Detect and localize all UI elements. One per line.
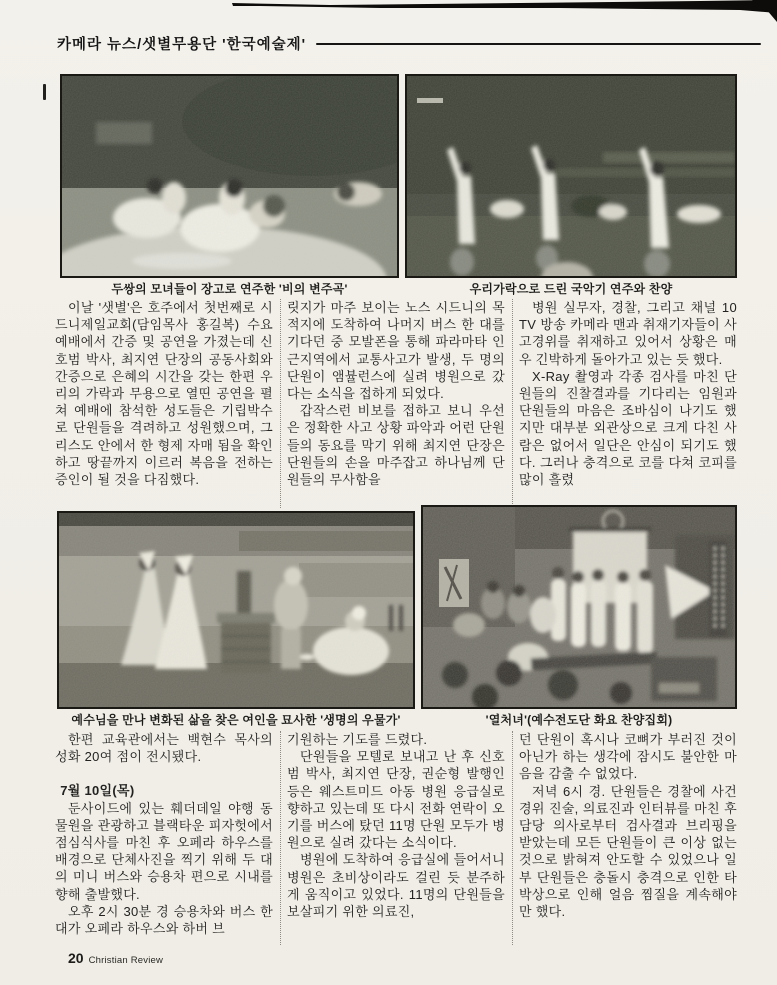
caption-photo-ten-virgins: '열처녀'(예수전도단 화요 찬양집회)	[485, 713, 673, 727]
article-column-1	[55, 299, 273, 508]
caption-photo-janggo: 두쌍의 모녀들이 장고로 연주한 '비의 변주곡'	[111, 282, 348, 296]
paragraph: 기원하는 기도를 드렸다.	[287, 732, 428, 747]
paragraph: 오후 2시 30분 경 승용차와 버스 한 대가 오페라 하우스와 하버 브	[55, 903, 273, 937]
article-column-2	[280, 299, 505, 508]
photo-janggo-performance	[60, 74, 399, 278]
paragraph: 병원에 도착하여 응급실에 들어서니 병원은 초비상이라도 걸린 듯 분주하게 움직이고 있었다. 11명의 단원들을 보살피기 위한 의료진,	[287, 852, 505, 920]
page-title: 카메라 뉴스/샛별무용단 '한국예술제'	[57, 37, 307, 53]
scan-artifact-left	[43, 84, 46, 100]
photo-row-top	[60, 74, 737, 278]
article-section-2	[55, 731, 737, 945]
paragraph: 갑작스런 비보를 접하고 보니 우선은 정확한 사고 상황 파악과 어런 단원들의 동요를 막기 위해 최지연 단장은 단원들의 손을 마주잡고 하나님께 단원들의 무사함을	[287, 403, 505, 488]
scan-artifact-top	[0, 0, 777, 24]
article-column-6	[512, 731, 737, 945]
photo-korean-music-worship	[405, 74, 737, 278]
paragraph: 한편 교육관에서는 백현수 목사의 성화 20여 점이 전시됐다.	[55, 732, 273, 765]
caption-photo-well-of-life: 예수님을 만나 변화된 삶을 찾은 여인을 묘사한 '생명의 우물가'	[71, 713, 401, 727]
paragraph: X-Ray 촬영과 각종 검사를 마친 단원들의 진찰결과를 기다리는 임원과 단원들의 마음은 조바심이 나기도 했지만 대부분 외관상으로 크게 다친 사람은 없어서 일단은 안심이 되기도 했다. 그러나 충격으로 코를 다쳐 코피를 많이 흘렸	[519, 368, 737, 488]
magazine-name: Christian Review	[88, 955, 164, 966]
page-number: 20	[68, 950, 84, 966]
photo-row-middle	[57, 505, 737, 709]
article-column-5	[280, 731, 505, 945]
caption-photo-korean-music: 우리가락으로 드린 국악기 연주와 찬양	[469, 282, 673, 296]
photo-ten-virgins	[421, 505, 737, 709]
date-heading: 7월 10일(목)	[60, 783, 135, 799]
caption-row-middle	[57, 711, 737, 728]
paragraph: 저녁 6시 경. 단원들은 경찰에 사건 경위 진술, 의료진과 인터뷰를 마친 후 담당 의사로부터 검사결과 브리핑을 받았는데 모든 단원들이 큰 이상 없는 것으로 밝혀져 안도할 수 있었으나 일부 단원들은 충돌시 충격으로 인한 타박상으로 인해 얼음 찜질을 계속해야만 했다.	[519, 783, 737, 920]
page-header	[57, 33, 761, 54]
article-section-1	[55, 299, 737, 508]
paragraph: 이날 '샛별'은 호주에서 첫번째로 시드니제일교회(담임목사 홍길복) 수요예배에서 간증 및 공연을 가졌는데 신호범 박사, 최지연 단장의 공동사회와 간증으로 은혜의 시간을 갖는 한편 우리의 가락과 무용으로 열띤 공연을 펼쳐 예배에 참석한 성도들은 기립박수로 단원들을 격려하고 성원했으며, 그리스도 안에서 한 형제 자매 됨을 확인하고 땅끝까지 이르러 복음을 전하는 증인이 될 것을 다짐했다.	[55, 300, 273, 488]
caption-row-top	[60, 280, 737, 297]
paragraph: 던 단원이 혹시나 코뼈가 부러진 것이 아닌가 하는 생각에 잠시도 불안한 마음을 감출 수 없었다.	[519, 732, 737, 782]
article-column-4	[55, 731, 273, 945]
paragraph: 둔사이드에 있는 훼더데일 야행 동물원을 관광하고 블랙타운 피자헛에서 점심식사를 마친 후 오페라 하우스를 배경으로 단체사진을 찍기 위해 두 대의 미니 버스와 승용차 편으로 시내를 향해 출발했다.	[55, 800, 273, 902]
paragraph: 단원들을 모텔로 보내고 난 후 신호범 박사, 최지연 단장, 권순형 발행인 등은 웨스트미드 아동 병원 응급실로 향하고 있는데 또 다시 전화 연락이 오기를 버스에 탔던 11명 단원 모두가 병원으로 실려 갔다는 소식이다.	[287, 749, 505, 851]
article-column-3	[512, 299, 737, 508]
paragraph: 병원 실무자, 경찰, 그리고 채널 10 TV 방송 카메라 맨과 취재기자들이 사고경위를 취재하고 있어서 상황은 매우 긴박하게 돌아가고 있는 듯 했다.	[519, 300, 737, 367]
header-rule	[316, 43, 761, 45]
photo-well-of-life	[57, 511, 415, 709]
page-footer	[68, 950, 163, 966]
paragraph: 릿지가 마주 보이는 노스 시드니의 목적지에 도착하여 나머지 버스 한 대를 기다던 중 모발폰을 통해 파라마타 인근지역에서 교통사고가 발생, 두 명의 단원이 앰뷸런스에 실려 병원으로 갔다는 소식을 접하게 되었다.	[287, 300, 505, 402]
